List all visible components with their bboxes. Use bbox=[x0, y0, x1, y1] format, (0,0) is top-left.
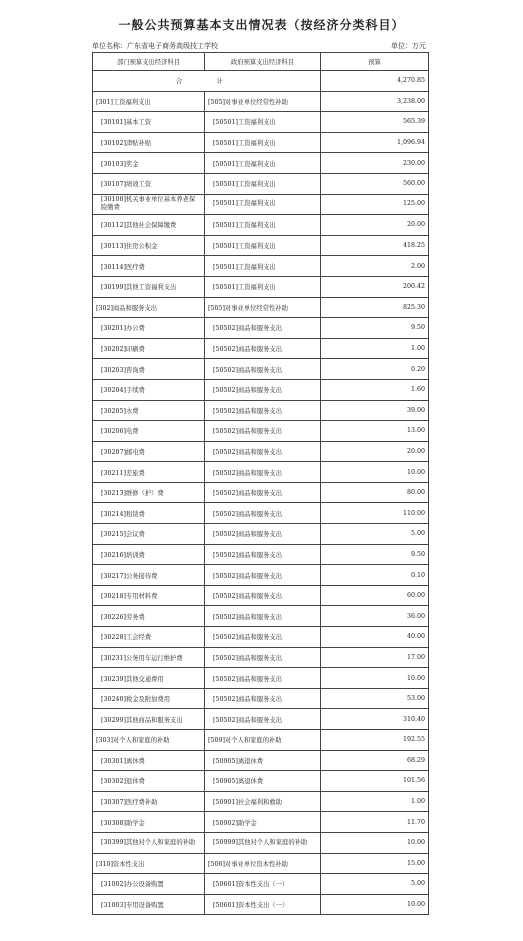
header-dept-subject: 部门预算支出经济科目 bbox=[93, 53, 205, 71]
dept-subject-cell: [30204]手续费 bbox=[93, 379, 205, 400]
dept-subject-cell: [30101]基本工资 bbox=[93, 112, 205, 133]
table-row bbox=[93, 153, 429, 174]
gov-subject-cell: [50502]商品和服务支出 bbox=[205, 544, 321, 565]
page-title: 一般公共预算基本支出情况表（按经济分类科目） bbox=[118, 18, 405, 32]
table-row bbox=[93, 338, 429, 359]
budget-table bbox=[92, 52, 429, 915]
table-row bbox=[93, 832, 429, 853]
dept-subject-cell: [302]商品和服务支出 bbox=[93, 297, 205, 318]
dept-subject-cell: [30218]专用材料费 bbox=[93, 585, 205, 606]
gov-subject-cell: [50501]工资福利支出 bbox=[205, 173, 321, 194]
dept-subject-cell: [30207]邮电费 bbox=[93, 441, 205, 462]
budget-amount-cell: 68.29 bbox=[321, 750, 429, 771]
table-row bbox=[93, 318, 429, 339]
gov-subject-cell: [50502]商品和服务支出 bbox=[205, 647, 321, 668]
gov-subject-cell: [505]对事业单位经常性补助 bbox=[205, 297, 321, 318]
unit-label: 单位：万元 bbox=[391, 42, 426, 50]
table-row bbox=[93, 91, 429, 112]
table-row bbox=[93, 276, 429, 297]
table-row bbox=[93, 297, 429, 318]
gov-subject-cell: [509]对个人和家庭的补助 bbox=[205, 730, 321, 751]
table-row bbox=[93, 647, 429, 668]
table-header-row bbox=[93, 53, 429, 71]
gov-subject-cell: [50502]商品和服务支出 bbox=[205, 338, 321, 359]
dept-subject-cell: [30399]其他对个人和家庭的补助 bbox=[93, 832, 205, 853]
dept-subject-cell: [30302]退休费 bbox=[93, 771, 205, 792]
table-row bbox=[93, 421, 429, 442]
gov-subject-cell: [50502]商品和服务支出 bbox=[205, 421, 321, 442]
table-row bbox=[93, 812, 429, 833]
header-gov-subject: 政府预算支出经济科目 bbox=[205, 53, 321, 71]
gov-subject-cell: [50501]工资福利支出 bbox=[205, 194, 321, 215]
gov-subject-cell: [50501]工资福利支出 bbox=[205, 153, 321, 174]
gov-subject-cell: [50999]其他对个人和家庭的补助 bbox=[205, 832, 321, 853]
unit-name: 单位名称：广东省电子商务高级技工学校 bbox=[92, 42, 218, 50]
budget-amount-cell: 418.25 bbox=[321, 235, 429, 256]
gov-subject-cell: [506]对事业单位资本性补助 bbox=[205, 853, 321, 874]
budget-amount-cell: 1.00 bbox=[321, 338, 429, 359]
gov-subject-cell: [50502]商品和服务支出 bbox=[205, 524, 321, 545]
table-row bbox=[93, 503, 429, 524]
dept-subject-cell: [30103]奖金 bbox=[93, 153, 205, 174]
budget-amount-cell: 125.00 bbox=[321, 194, 429, 215]
budget-amount-cell: 0.10 bbox=[321, 565, 429, 586]
table-row bbox=[93, 668, 429, 689]
budget-amount-cell: 10.00 bbox=[321, 462, 429, 483]
gov-subject-cell: [50502]商品和服务支出 bbox=[205, 400, 321, 421]
budget-amount-cell: 0.20 bbox=[321, 359, 429, 380]
dept-subject-cell: [30206]电费 bbox=[93, 421, 205, 442]
dept-subject-cell: [30215]会议费 bbox=[93, 524, 205, 545]
budget-amount-cell: 5.00 bbox=[321, 874, 429, 895]
budget-amount-cell: 101.56 bbox=[321, 771, 429, 792]
gov-subject-cell: [50501]工资福利支出 bbox=[205, 112, 321, 133]
table-row bbox=[93, 709, 429, 730]
table-row bbox=[93, 194, 429, 215]
budget-amount-cell: 20.00 bbox=[321, 441, 429, 462]
dept-subject-cell: [30226]劳务费 bbox=[93, 606, 205, 627]
budget-amount-cell: 192.55 bbox=[321, 730, 429, 751]
gov-subject-cell: [50502]商品和服务支出 bbox=[205, 482, 321, 503]
budget-amount-cell: 20.00 bbox=[321, 215, 429, 236]
dept-subject-cell: [31002]办公设备购置 bbox=[93, 874, 205, 895]
dept-subject-cell: [30299]其他商品和服务支出 bbox=[93, 709, 205, 730]
dept-subject-cell: [30301]离休费 bbox=[93, 750, 205, 771]
budget-amount-cell: 39.00 bbox=[321, 400, 429, 421]
budget-amount-cell: 11.70 bbox=[321, 812, 429, 833]
gov-subject-cell: [50502]商品和服务支出 bbox=[205, 441, 321, 462]
budget-amount-cell: 2.00 bbox=[321, 256, 429, 277]
dept-subject-cell: [30202]印刷费 bbox=[93, 338, 205, 359]
budget-amount-cell: 80.00 bbox=[321, 482, 429, 503]
gov-subject-cell: [50901]社会福利和救助 bbox=[205, 791, 321, 812]
dept-subject-cell: [30217]公务接待费 bbox=[93, 565, 205, 586]
dept-subject-cell: [30201]办公费 bbox=[93, 318, 205, 339]
table-row bbox=[93, 565, 429, 586]
gov-subject-cell: [505]对事业单位经常性补助 bbox=[205, 91, 321, 112]
budget-amount-cell: 1.00 bbox=[321, 791, 429, 812]
table-row bbox=[93, 441, 429, 462]
dept-subject-cell: [301]工资福利支出 bbox=[93, 91, 205, 112]
dept-subject-cell: [30308]助学金 bbox=[93, 812, 205, 833]
dept-subject-cell: [30228]工会经费 bbox=[93, 627, 205, 648]
budget-amount-cell: 10.00 bbox=[321, 668, 429, 689]
gov-subject-cell: [50601]资本性支出（一） bbox=[205, 894, 321, 915]
table-row bbox=[93, 235, 429, 256]
table-row bbox=[93, 627, 429, 648]
dept-subject-cell: [30216]培训费 bbox=[93, 544, 205, 565]
gov-subject-cell: [50501]工资福利支出 bbox=[205, 276, 321, 297]
dept-subject-cell: [30112]其他社会保障缴费 bbox=[93, 215, 205, 236]
gov-subject-cell: [50905]离退休费 bbox=[205, 771, 321, 792]
gov-subject-cell: [50502]商品和服务支出 bbox=[205, 709, 321, 730]
table-row bbox=[93, 482, 429, 503]
budget-amount-cell: 9.50 bbox=[321, 318, 429, 339]
dept-subject-cell: [30211]差旅费 bbox=[93, 462, 205, 483]
table-row bbox=[93, 544, 429, 565]
dept-subject-cell: [30240]税金及附加费用 bbox=[93, 688, 205, 709]
table-row bbox=[93, 132, 429, 153]
budget-amount-cell: 40.00 bbox=[321, 627, 429, 648]
budget-amount-cell: 10.00 bbox=[321, 894, 429, 915]
budget-amount-cell: 310.40 bbox=[321, 709, 429, 730]
dept-subject-cell: [30102]津贴补贴 bbox=[93, 132, 205, 153]
dept-subject-cell: [310]资本性支出 bbox=[93, 853, 205, 874]
dept-subject-cell: [30113]住房公积金 bbox=[93, 235, 205, 256]
dept-subject-cell: [30307]医疗费补助 bbox=[93, 791, 205, 812]
budget-amount-cell: 200.42 bbox=[321, 276, 429, 297]
table-row bbox=[93, 874, 429, 895]
budget-amount-cell: 60.00 bbox=[321, 585, 429, 606]
gov-subject-cell: [50601]资本性支出（一） bbox=[205, 874, 321, 895]
table-row bbox=[93, 215, 429, 236]
dept-subject-cell: [30239]其他交通费用 bbox=[93, 668, 205, 689]
gov-subject-cell: [50502]商品和服务支出 bbox=[205, 688, 321, 709]
table-row bbox=[93, 894, 429, 915]
dept-subject-cell: [30108]机关事业单位基本养老保险缴费 bbox=[93, 194, 205, 215]
table-row bbox=[93, 750, 429, 771]
budget-amount-cell: 1,096.94 bbox=[321, 132, 429, 153]
gov-subject-cell: [50502]商品和服务支出 bbox=[205, 318, 321, 339]
budget-amount-cell: 3,238.00 bbox=[321, 91, 429, 112]
table-row bbox=[93, 771, 429, 792]
table-row bbox=[93, 112, 429, 133]
total-row bbox=[93, 71, 429, 92]
table-row bbox=[93, 853, 429, 874]
dept-subject-cell: [30199]其他工资福利支出 bbox=[93, 276, 205, 297]
gov-subject-cell: [50902]助学金 bbox=[205, 812, 321, 833]
dept-subject-cell: [30214]租赁费 bbox=[93, 503, 205, 524]
gov-subject-cell: [50501]工资福利支出 bbox=[205, 256, 321, 277]
dept-subject-cell: [30213]维修（护）费 bbox=[93, 482, 205, 503]
total-value: 4,270.85 bbox=[321, 71, 429, 92]
gov-subject-cell: [50905]离退休费 bbox=[205, 750, 321, 771]
table-row bbox=[93, 730, 429, 751]
gov-subject-cell: [50502]商品和服务支出 bbox=[205, 565, 321, 586]
table-row bbox=[93, 585, 429, 606]
dept-subject-cell: [30114]医疗费 bbox=[93, 256, 205, 277]
budget-amount-cell: 565.39 bbox=[321, 112, 429, 133]
gov-subject-cell: [50502]商品和服务支出 bbox=[205, 668, 321, 689]
table-row bbox=[93, 400, 429, 421]
table-row bbox=[93, 173, 429, 194]
budget-amount-cell: 53.00 bbox=[321, 688, 429, 709]
budget-amount-cell: 230.00 bbox=[321, 153, 429, 174]
budget-amount-cell: 15.00 bbox=[321, 853, 429, 874]
dept-subject-cell: [30205]水费 bbox=[93, 400, 205, 421]
dept-subject-cell: [30231]公务用车运行维护费 bbox=[93, 647, 205, 668]
budget-amount-cell: 36.00 bbox=[321, 606, 429, 627]
header-budget: 预算 bbox=[321, 53, 429, 71]
budget-amount-cell: 5.00 bbox=[321, 524, 429, 545]
table-row bbox=[93, 606, 429, 627]
budget-amount-cell: 110.00 bbox=[321, 503, 429, 524]
table-row bbox=[93, 524, 429, 545]
table-row bbox=[93, 688, 429, 709]
dept-subject-cell: [303]对个人和家庭的补助 bbox=[93, 730, 205, 751]
table-row bbox=[93, 462, 429, 483]
gov-subject-cell: [50502]商品和服务支出 bbox=[205, 359, 321, 380]
budget-amount-cell: 13.00 bbox=[321, 421, 429, 442]
budget-amount-cell: 1.60 bbox=[321, 379, 429, 400]
gov-subject-cell: [50501]工资福利支出 bbox=[205, 215, 321, 236]
gov-subject-cell: [50502]商品和服务支出 bbox=[205, 379, 321, 400]
gov-subject-cell: [50502]商品和服务支出 bbox=[205, 606, 321, 627]
gov-subject-cell: [50502]商品和服务支出 bbox=[205, 585, 321, 606]
dept-subject-cell: [30107]绩效工资 bbox=[93, 173, 205, 194]
budget-amount-cell: 825.30 bbox=[321, 297, 429, 318]
table-row bbox=[93, 791, 429, 812]
gov-subject-cell: [50502]商品和服务支出 bbox=[205, 627, 321, 648]
gov-subject-cell: [50501]工资福利支出 bbox=[205, 132, 321, 153]
table-row bbox=[93, 359, 429, 380]
budget-amount-cell: 560.00 bbox=[321, 173, 429, 194]
gov-subject-cell: [50502]商品和服务支出 bbox=[205, 462, 321, 483]
budget-amount-cell: 9.50 bbox=[321, 544, 429, 565]
total-label: 合 计 bbox=[93, 71, 321, 92]
dept-subject-cell: [30203]咨询费 bbox=[93, 359, 205, 380]
table-row bbox=[93, 379, 429, 400]
gov-subject-cell: [50502]商品和服务支出 bbox=[205, 503, 321, 524]
budget-amount-cell: 17.00 bbox=[321, 647, 429, 668]
gov-subject-cell: [50501]工资福利支出 bbox=[205, 235, 321, 256]
budget-amount-cell: 10.00 bbox=[321, 832, 429, 853]
table-row bbox=[93, 256, 429, 277]
dept-subject-cell: [31003]专用设备购置 bbox=[93, 894, 205, 915]
